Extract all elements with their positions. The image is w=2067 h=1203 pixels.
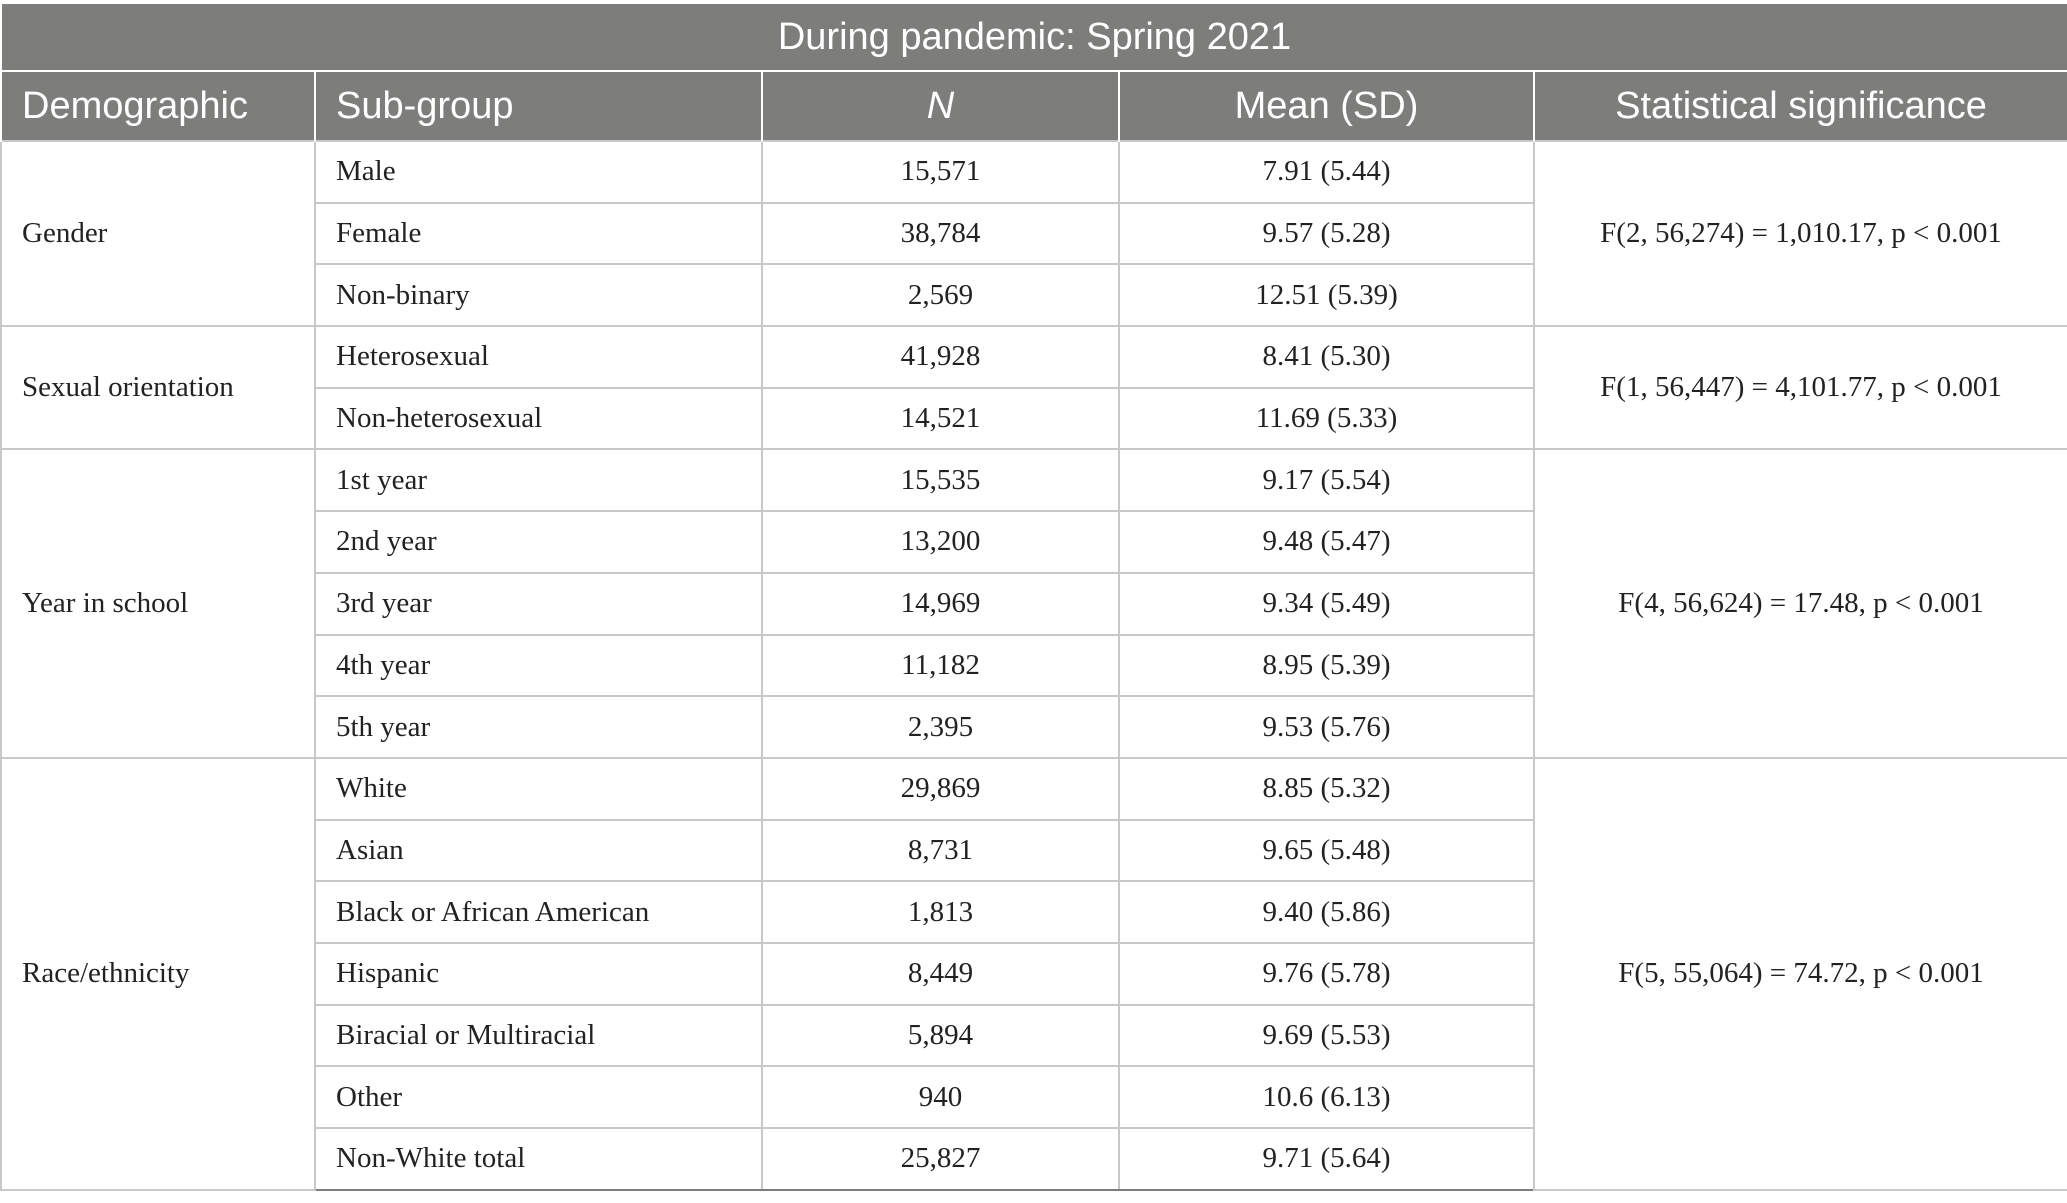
demographic-cell: Year in school — [1, 449, 315, 757]
n-cell: 8,449 — [762, 943, 1119, 1005]
subgroup-cell: White — [315, 758, 762, 820]
subgroup-cell: Biracial or Multiracial — [315, 1005, 762, 1067]
subgroup-cell: 4th year — [315, 635, 762, 697]
n-cell: 14,521 — [762, 388, 1119, 450]
table-title-row — [1, 4, 2067, 71]
subgroup-cell: Hispanic — [315, 943, 762, 1005]
significance-cell: F(1, 56,447) = 4,101.77, p < 0.001 — [1534, 326, 2067, 449]
n-cell: 2,569 — [762, 264, 1119, 326]
n-cell: 15,571 — [762, 141, 1119, 203]
n-cell: 940 — [762, 1066, 1119, 1128]
n-cell: 29,869 — [762, 758, 1119, 820]
subgroup-cell: 1st year — [315, 449, 762, 511]
subgroup-cell: Female — [315, 203, 762, 265]
table-row — [1, 141, 2067, 203]
mean-sd-cell: 10.6 (6.13) — [1119, 1066, 1534, 1128]
table-row — [1, 449, 2067, 511]
subgroup-cell: Other — [315, 1066, 762, 1128]
n-cell: 5,894 — [762, 1005, 1119, 1067]
subgroup-cell: 3rd year — [315, 573, 762, 635]
mean-sd-cell: 9.57 (5.28) — [1119, 203, 1534, 265]
mean-sd-cell: 12.51 (5.39) — [1119, 264, 1534, 326]
mean-sd-cell: 9.17 (5.54) — [1119, 449, 1534, 511]
significance-cell: F(4, 56,624) = 17.48, p < 0.001 — [1534, 449, 2067, 757]
subgroup-cell: Non-heterosexual — [315, 388, 762, 450]
demographic-cell: Gender — [1, 141, 315, 326]
n-cell: 2,395 — [762, 696, 1119, 758]
n-cell: 8,731 — [762, 820, 1119, 882]
table-row — [1, 758, 2067, 820]
mean-sd-cell: 9.71 (5.64) — [1119, 1128, 1534, 1190]
mean-sd-cell: 7.91 (5.44) — [1119, 141, 1534, 203]
table-body — [1, 141, 2067, 1190]
mean-sd-cell: 11.69 (5.33) — [1119, 388, 1534, 450]
significance-cell: F(5, 55,064) = 74.72, p < 0.001 — [1534, 758, 2067, 1190]
mean-sd-cell: 9.65 (5.48) — [1119, 820, 1534, 882]
subgroup-cell: Male — [315, 141, 762, 203]
mean-sd-cell: 9.76 (5.78) — [1119, 943, 1534, 1005]
column-header-significance: Statistical significance — [1534, 71, 2067, 141]
table-row — [1, 326, 2067, 388]
demographic-cell: Race/ethnicity — [1, 758, 315, 1190]
n-cell: 1,813 — [762, 881, 1119, 943]
mean-sd-cell: 9.53 (5.76) — [1119, 696, 1534, 758]
n-cell: 13,200 — [762, 511, 1119, 573]
column-header-demographic: Demographic — [1, 71, 315, 141]
mean-sd-cell: 8.95 (5.39) — [1119, 635, 1534, 697]
column-header-subgroup: Sub-group — [315, 71, 762, 141]
n-cell: 11,182 — [762, 635, 1119, 697]
mean-sd-cell: 9.40 (5.86) — [1119, 881, 1534, 943]
n-cell: 25,827 — [762, 1128, 1119, 1190]
column-header-n: N — [762, 71, 1119, 141]
mean-sd-cell: 8.85 (5.32) — [1119, 758, 1534, 820]
subgroup-cell: 2nd year — [315, 511, 762, 573]
subgroup-cell: Black or African American — [315, 881, 762, 943]
statistics-table — [0, 4, 2067, 1191]
subgroup-cell: 5th year — [315, 696, 762, 758]
column-header-row — [1, 71, 2067, 141]
subgroup-cell: Heterosexual — [315, 326, 762, 388]
n-cell: 15,535 — [762, 449, 1119, 511]
n-cell: 38,784 — [762, 203, 1119, 265]
subgroup-cell: Non-White total — [315, 1128, 762, 1190]
demographic-cell: Sexual orientation — [1, 326, 315, 449]
n-cell: 14,969 — [762, 573, 1119, 635]
column-header-mean-sd: Mean (SD) — [1119, 71, 1534, 141]
mean-sd-cell: 9.34 (5.49) — [1119, 573, 1534, 635]
mean-sd-cell: 9.48 (5.47) — [1119, 511, 1534, 573]
subgroup-cell: Asian — [315, 820, 762, 882]
subgroup-cell: Non-binary — [315, 264, 762, 326]
mean-sd-cell: 8.41 (5.30) — [1119, 326, 1534, 388]
table-title: During pandemic: Spring 2021 — [1, 4, 2067, 71]
significance-cell: F(2, 56,274) = 1,010.17, p < 0.001 — [1534, 141, 2067, 326]
mean-sd-cell: 9.69 (5.53) — [1119, 1005, 1534, 1067]
n-cell: 41,928 — [762, 326, 1119, 388]
